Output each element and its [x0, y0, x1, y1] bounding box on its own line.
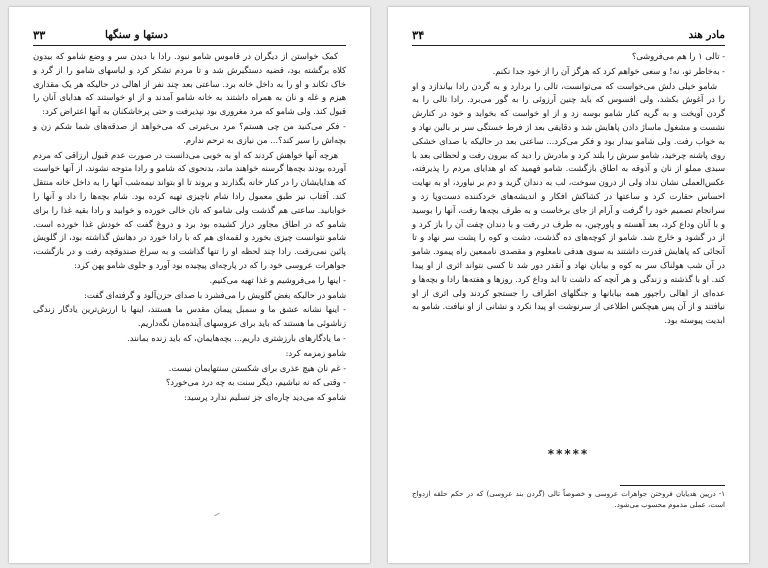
footnote-rule: [620, 485, 725, 486]
paragraph: شامو زمزمه کرد:: [285, 347, 346, 358]
right-page-body: [412, 50, 725, 329]
paragraph: شامو که می‌دید چاره‌ای جز تسلیم ندارد پرسید:: [184, 392, 346, 403]
dialogue-line: - اینها نشانه عشق ما و سمبل پیمان مقدس ما هستند، اینها با ارزش‌ترین یادگار زندگی زناشوئی ما هستند که باید برای عروسهای آینده‌مان نگه‌داریم.: [33, 304, 346, 329]
dialogue-line: - به‌خاطر تو، نه! و سعی خواهم کرد که هرگز آن را از خود جدا نکنم.: [492, 65, 725, 76]
scan-speck: [214, 513, 220, 517]
right-page-header: [412, 29, 725, 46]
dialogue-line: - وقتی که نه نباشیم، دیگر سنت به چه درد می‌خورد؟: [165, 377, 346, 388]
dialogue-line: - تالی ۱ را هم می‌فروشی؟: [631, 51, 725, 61]
left-page-number: ۳۳: [33, 28, 46, 42]
dialogue-line: - غم نان هیچ عذری برای شکستن سنتهایمان نیست.: [168, 362, 346, 373]
left-page-running-title: دستها و سنگها: [105, 29, 168, 41]
left-page-header: [33, 29, 346, 46]
left-page: [9, 7, 370, 563]
right-page-running-title: مادر هند: [688, 29, 725, 41]
dialogue-line: - اینها را می‌فروشیم و غذا تهیه می‌کنیم.: [209, 274, 346, 285]
paragraph: هرچه آنها خواهش کردند که او به خوبی می‌دانست در صورت عدم قبول ارزاقی که مردم آورده بودند بچه‌ها گرسنه خواهند ماند، بدنحوی که شامو و رادا متوجه نشوند، از آنها خواست که هدایایشان را در کنار خانه بگذارند و بروند تا او بتواند نیمه‌شب آنها را به داخل خانه منتقل کند. آفتاب نیز طبق معمول رادا شام ناچیزی تهیه کرده بود. شام بچه‌ها را داد و آنها را خوابانید. ساعتی هم گذشت ولی شامو که نان خالی خورده و خوابید و رادا بقیه غذا را برای شامو که در اطاق مجاور دراز کشیده بود برد و دروغ گفت که خودش غذا خورده است. شامو نتوانست چیزی بخورد و لقمه‌ای هم که با رادا خورد در دهانش گذاشته بود، از گلویش پائین نمی‌رفت. رادا چند لحظه او را تنها گذاشت و به سراغ صندوقچه رفت و در بازگشت، جواهرات عروسی خود را که در پارچه‌ای پیچیده بود آورد و جلوی شامو پهن کرد:: [33, 149, 346, 270]
section-separator: *****: [547, 447, 590, 461]
paragraph: کمک خواستن از دیگران در قاموس شامو نبود. رادا با دیدن سر و وضع شامو که بیدون کلاه برگشته بود، قضیه دستگیرش شد و تا مردم تشکر کرد و لباسهای شامو را از گرد و خاک تکاند و او را به داخل خانه برد. ساعتی بعد چند نفر از اهالی در حالیکه هر یک مقداری هیزم و غله و نان به همراه داشتند به خانه شامو آمدند و از او خواستند که هدایای آنان را قبول کند. ولی شامو که مرد مغروری بود نپذیرفت و حتی پرخاشکنان به آنها اعتراض کرد:: [33, 51, 346, 117]
left-page-body: [33, 50, 346, 406]
paragraph: شامو خیلی دلش می‌خواست که می‌توانست، تالی را بردارد و به گردن رادا بیاندازد و او را در آغوش بکشد، ولی افسوس که باید چنین آرزوئی را به گور می‌برد. رادا تالی را به گردن آویخت و به گریه کنار شامو بوسه زد و از او خواست که بخوابد و خود در کنارش نشست و مشغول ماساژ دادن پاهایش شد و دقایقی بعد از فرط خستگی سر بر بالین نهاد و به خواب رفت. ولی شامو بیدار بود و فکر می‌کرد... ساعتی بعد در حالیکه با صدای خشکی روی پاشنه چرخید، شامو سرش را بلند کرد و مادرش را دید که بیرون رفت و لحظاتی بعد با سبدی مملو از نان و آذوقه به اطاق بازگشت. شامو فهمید که او هدایای مردم را پذیرفته، عکس‌العملی نشان نداد ولی از درون سوخت، لب به دندان گزید و دم بر نیاورد، او به نهایت احساس حقارت کرد و ساعتها در کشاکش افکار و اندیشه‌های خردکننده دست‌وپا زد و سرانجام تصمیم خود را گرفت و آرام از جای برخاست و به طرف بچه‌ها رفت، آنها را بوسید و با آنان وداع کرد، بعد آهسته و پاورچین، به طرف در رفت و با دندان چفت آن را باز کرد و از در گشود و خارج شد. شامو از کوچه‌های ده گذشت، دشت و کوه را پشت سر نهاد و تا آنجائی که پاهایش قدرت داشتند به سوی هدفی نامعلوم و مقصدی ناممعین راه پیمود. شامو در آن شب هولناک سر به کوه و بیابان نهاد و آنقدر دور شد تا کسی نتواند اثری از او پیدا کند. او با گذشته و زندگی و هر آنچه که داشت تا ابد وداع کرد. روزها و هفته‌ها رادا و بچه‌ها و عده‌ای از اهالی راجپور همه بیابانها و جنگلهای اطراف را جستجو کردند ولی اثری از او نیافتند و از آن پس هیچکس اطلاعی از سرنوشت او پیدا نکرد و نشانی از او نیافت. شامو به ابدیت پیوسته بود.: [412, 80, 725, 326]
footnote: ۱- درپین هدیایان فروختن جواهرات عروسی و خصوصاً تالی (گردن بند عروسی) که در حکم حلقه ازدواج است، عملی مذموم محسوب می‌شود.: [412, 490, 725, 509]
right-page: [388, 7, 749, 563]
paragraph: شامو در حالیکه بغض گلویش را می‌فشرد با صدای حزن‌آلود و گرفته‌ای گفت:: [84, 289, 346, 300]
dialogue-line: - ما یادگارهای بارزشتری داریم... بچه‌هایمان، که باید زنده بمانند.: [127, 332, 346, 343]
right-page-number: ۳۴: [412, 28, 425, 42]
dialogue-line: - فکر می‌کنید من چی هستم؟ مرد بی‌غیرتی که می‌خواهد از صدقه‌های شما شکم زن و بچه‌اش را سیر کند؟... من نیازی به ترحم ندارم.: [33, 120, 346, 145]
